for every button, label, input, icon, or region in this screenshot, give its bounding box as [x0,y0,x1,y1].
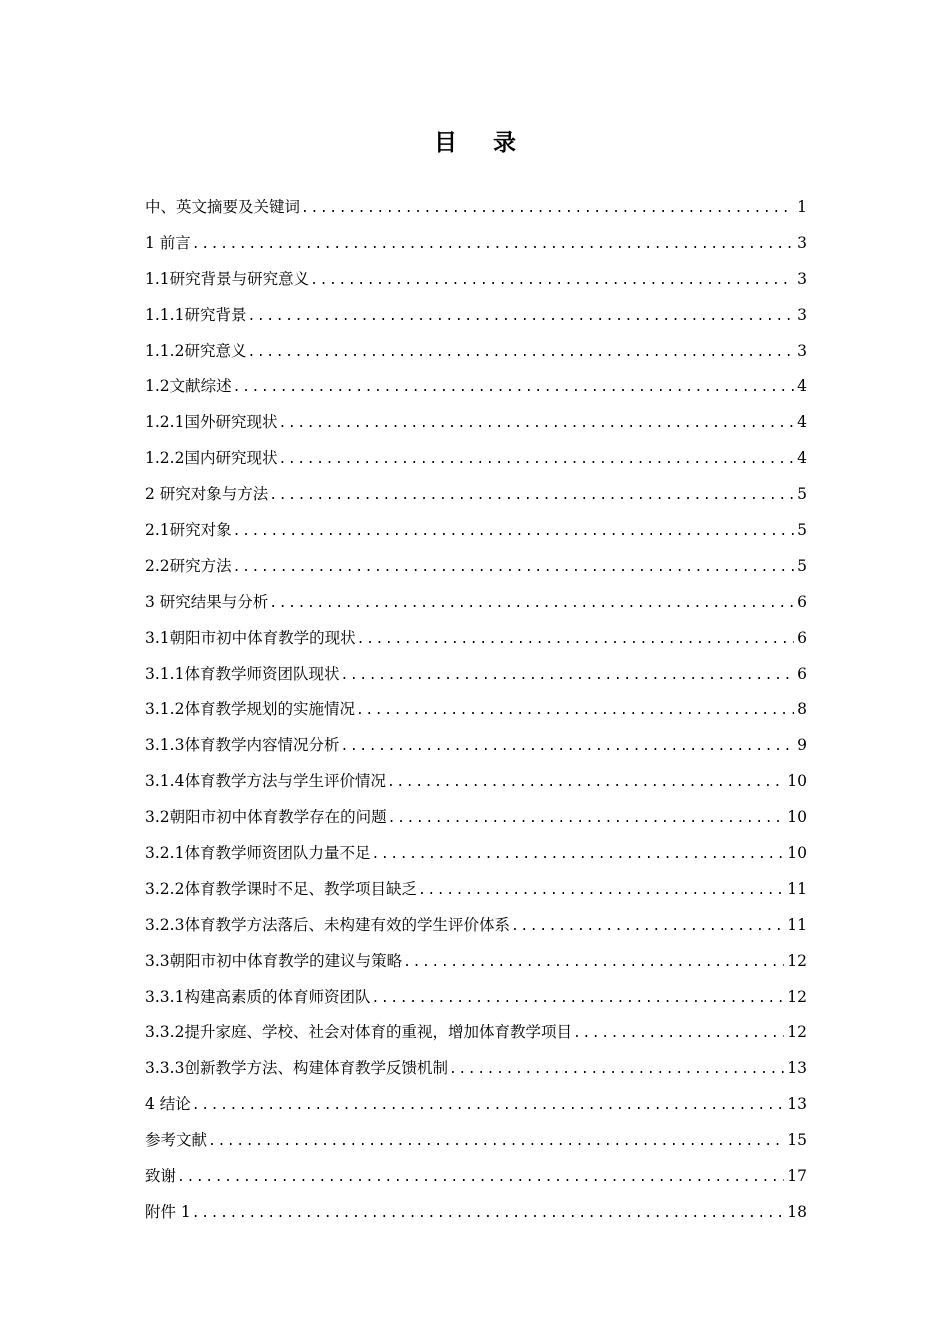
toc-entry[interactable] [145,728,807,764]
toc-dot-leader [387,765,784,801]
toc-entry-label: 1.2.1国外研究现状 [145,413,278,432]
toc-dot-leader [310,263,794,299]
toc-entry[interactable] [145,441,807,477]
toc-entry-label: 3.1.1体育教学师资团队现状 [145,664,340,683]
toc-entry[interactable] [145,549,807,585]
toc-dot-leader [233,550,794,586]
toc-entry[interactable] [145,944,807,980]
toc-dot-leader [388,801,785,837]
toc-entry-label: 3.1.3体育教学内容情况分析 [145,736,340,755]
toc-entry-page-number: 10 [787,772,807,791]
toc-entry[interactable] [145,226,807,262]
toc-entry[interactable] [145,1159,807,1195]
toc-entry[interactable] [145,1123,807,1159]
toc-entry-label: 参考文献 [145,1131,208,1150]
toc-entry[interactable] [145,764,807,800]
toc-dot-leader [192,227,794,263]
toc-dot-leader [278,442,794,478]
toc-entry-label: 3.1.2体育教学规划的实施情况 [145,700,355,719]
toc-entry[interactable] [145,190,807,226]
toc-entry-page-number: 10 [787,844,807,863]
toc-dot-leader [233,514,794,550]
toc-entry-label: 3.3.3创新教学方法、构建体育教学反馈机制 [145,1059,448,1078]
toc-entry[interactable] [145,513,807,549]
toc-entry-label: 中、英文摘要及关键词 [145,198,301,216]
toc-dot-leader [403,945,784,981]
toc-entry-page-number: 13 [787,1059,807,1078]
toc-entry-page-number: 5 [797,485,807,504]
toc-dot-leader [340,658,794,694]
toc-entry[interactable] [145,369,807,405]
toc-entry-page-number: 12 [787,987,807,1006]
toc-entry-page-number: 15 [787,1131,807,1150]
toc-entry[interactable] [145,800,807,836]
toc-dot-leader [192,1088,784,1124]
toc-entry-page-number: 5 [797,521,807,540]
toc-entry-page-number: 18 [787,1202,807,1221]
toc-entry-label: 致谢 [145,1167,177,1186]
toc-entry-page-number: 3 [797,233,807,252]
toc-dot-leader [357,622,794,658]
toc-entry-page-number: 9 [797,736,807,755]
toc-entry[interactable] [145,1051,807,1087]
toc-entry-label: 2 研究对象与方法 [145,485,269,504]
toc-entry-page-number: 4 [797,449,807,468]
toc-entry-page-number: 5 [797,556,807,575]
toc-dot-leader [449,1052,784,1088]
toc-dot-leader [371,981,784,1017]
toc-entry[interactable] [145,621,807,657]
table-of-contents [145,190,807,1231]
toc-entry-label: 3.2.1体育教学师资团队力量不足 [145,844,371,863]
toc-entry-label: 3.3朝阳市初中体育教学的建议与策略 [145,951,403,970]
toc-entry-label: 2.1研究对象 [145,521,232,540]
toc-entry[interactable] [145,262,807,298]
toc-entry[interactable] [145,657,807,693]
toc-entry-label: 3.1.4体育教学方法与学生评价情况 [145,772,386,791]
toc-entry-page-number: 4 [797,377,807,396]
toc-entry[interactable] [145,1195,807,1231]
toc-entry[interactable] [145,1087,807,1123]
toc-dot-leader [340,729,794,765]
toc-entry-label: 附件 1 [145,1202,191,1221]
toc-entry-label: 3.2.2体育教学课时不足、教学项目缺乏 [145,879,417,898]
toc-dot-leader [418,873,784,909]
toc-entry-label: 1 前言 [145,233,191,252]
toc-entry-label: 3.1朝阳市初中体育教学的现状 [145,628,356,647]
toc-entry[interactable] [145,692,807,728]
toc-entry-label: 3.2朝阳市初中体育教学存在的问题 [145,808,387,827]
toc-entry-page-number: 11 [787,879,807,898]
toc-dot-leader [573,1016,784,1052]
toc-entry-page-number: 13 [787,1095,807,1114]
toc-entry-page-number: 3 [797,341,807,360]
toc-entry-label: 1.2文献综述 [145,377,232,396]
toc-dot-leader [247,299,794,335]
toc-entry-page-number: 10 [787,808,807,827]
toc-entry[interactable] [145,405,807,441]
toc-dot-leader [208,1124,784,1160]
toc-entry-page-number: 17 [787,1167,807,1186]
toc-dot-leader [511,909,784,945]
toc-entry[interactable] [145,836,807,872]
toc-dot-leader [269,478,794,514]
toc-entry-page-number: 4 [797,413,807,432]
toc-entry[interactable] [145,1015,807,1051]
toc-entry-page-number: 1 [797,198,807,216]
toc-title: 目 录 [433,130,530,156]
toc-entry-page-number: 6 [797,592,807,611]
toc-entry-page-number: 8 [797,700,807,719]
toc-dot-leader [278,406,794,442]
toc-dot-leader [371,837,784,873]
toc-entry-page-number: 11 [787,915,807,934]
toc-entry-label: 1.1研究背景与研究意义 [145,269,310,288]
toc-entry-label: 2.2研究方法 [145,556,232,575]
toc-dot-leader [269,586,794,622]
toc-entry-label: 1.2.2国内研究现状 [145,449,278,468]
toc-entry[interactable] [145,980,807,1016]
toc-entry[interactable] [145,477,807,513]
toc-entry-label: 1.1.1研究背景 [145,305,247,324]
toc-dot-leader [233,370,794,406]
toc-dot-leader [192,1196,784,1232]
toc-entry-page-number: 3 [797,269,807,288]
toc-entry[interactable] [145,334,807,370]
toc-entry-label: 3.3.2提升家庭、学校、社会对体育的重视，增加体育教学项目 [145,1023,572,1042]
toc-entry[interactable] [145,908,807,944]
toc-entry-page-number: 6 [797,664,807,683]
toc-entry-label: 4 结论 [145,1095,191,1114]
toc-dot-leader [301,191,794,227]
toc-entry[interactable] [145,872,807,908]
toc-entry-page-number: 3 [797,305,807,324]
toc-entry-label: 3.3.1构建高素质的体育师资团队 [145,987,371,1006]
toc-entry-label: 1.1.2研究意义 [145,341,247,360]
toc-entry-page-number: 12 [787,1023,807,1042]
toc-entry-page-number: 12 [787,951,807,970]
toc-entry[interactable] [145,298,807,334]
toc-dot-leader [247,335,794,371]
toc-entry[interactable] [145,585,807,621]
toc-entry-label: 3 研究结果与分析 [145,592,269,611]
toc-entry-page-number: 6 [797,628,807,647]
toc-dot-leader [177,1160,784,1196]
toc-entry-label: 3.2.3体育教学方法落后、未构建有效的学生评价体系 [145,915,510,934]
toc-dot-leader [356,693,794,729]
